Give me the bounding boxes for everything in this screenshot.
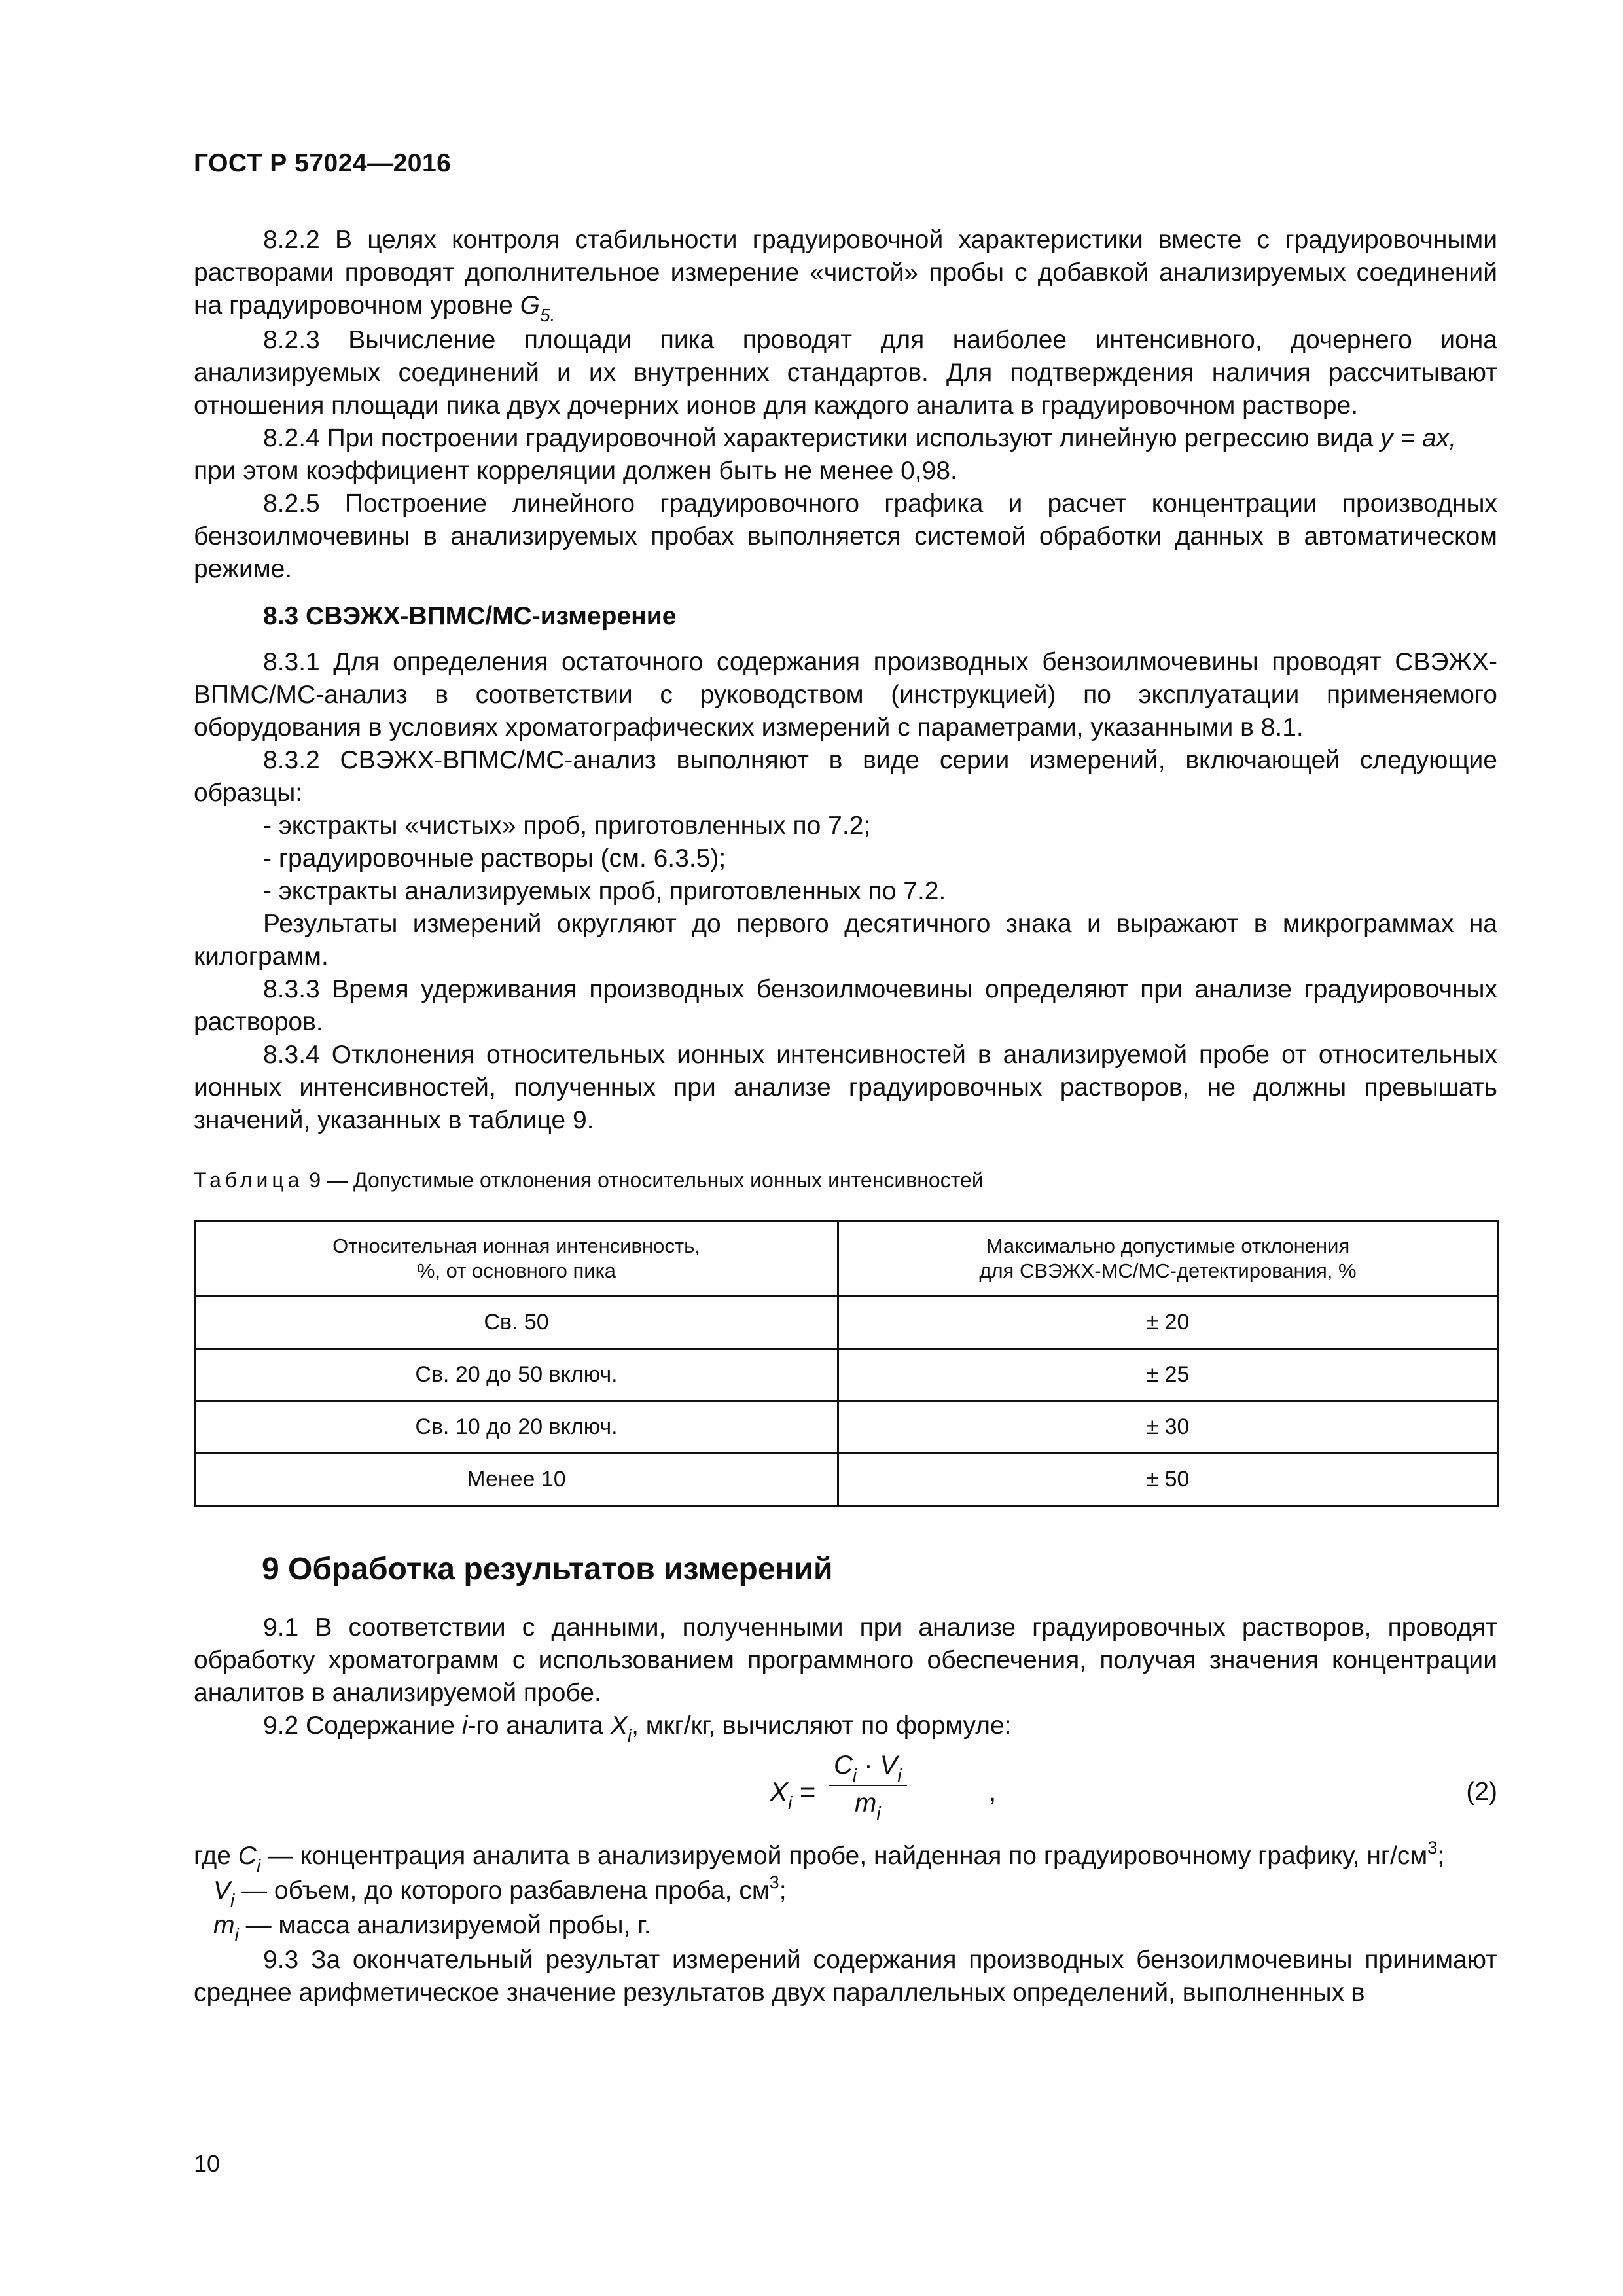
cell-intensity: Св. 50 [195, 1297, 838, 1349]
paragraph-9-1: 9.1 В соответствии с данными, полученными при анализе градуировочных растворов, проводят обработку хроматограмм с использованием программного обеспечения, получая значения концентрации аналитов в анализируемой пробе. [194, 1613, 1497, 1707]
formula-lhs: $X_i$ = [770, 1776, 816, 1813]
list-item: - градуировочные растворы (см. 6.3.5); [263, 844, 726, 872]
body-top [194, 224, 1497, 1137]
column-header-intensity: Относительная ионная интенсивность, %, от основного пика [195, 1221, 838, 1297]
subsection-heading-8-3: 8.3 СВЭЖХ-ВПМС/МС-измерение [263, 602, 677, 630]
symbol-g: G [520, 291, 540, 319]
formula-numerator: $C_i \cdot V_i$ [829, 1748, 907, 1786]
paragraph-9-2: 9.2 Содержание i-го аналита $X_i$, мкг/кг, вычисляют по формуле: [263, 1712, 1012, 1746]
formula-fraction [829, 1748, 907, 1823]
paragraph-9-3: 9.3 За окончательный результат измерений содержания производных бензоилмочевины принимают среднее арифметическое значение результатов двух параллельных определений, выполненных в [194, 1946, 1497, 2007]
formula-comma: , [989, 1778, 997, 1806]
table-row [195, 1349, 1498, 1401]
cell-intensity: Св. 10 до 20 включ. [195, 1401, 838, 1454]
column-header-deviation: Максимально допустимые отклонения для СВЭЖХ-МС/МС-детектирования, % [838, 1221, 1497, 1297]
paragraph-results: Результаты измерений округляют до первого десятичного знака и выражают в микрограммах на килограмм. [194, 910, 1497, 971]
paragraph-8-2-4: 8.2.4 При построении градуировочной характеристики используют линейную регрессию вида y = ax, при этом коэффициент корреляции должен быть не менее 0,98. [194, 424, 1457, 485]
list-item: - экстракты «чистых» проб, приготовленных по 7.2; [263, 812, 871, 840]
cell-deviation: ± 50 [838, 1454, 1497, 1506]
cell-deviation: ± 25 [838, 1349, 1497, 1401]
cell-deviation: ± 20 [838, 1297, 1497, 1349]
cell-intensity: Св. 20 до 50 включ. [195, 1349, 838, 1401]
paragraph-8-2-3: 8.2.3 Вычисление площади пика проводят для наиболее интенсивного, дочернего иона анализируемых соединений и их внутренних стандартов. Для подтверждения наличия рассчитывают отношения площади пика двух дочерних ионов для каждого аналита в градуировочном растворе. [194, 326, 1497, 420]
cell-deviation: ± 30 [838, 1401, 1497, 1454]
cell-intensity: Менее 10 [195, 1454, 838, 1506]
table-row [195, 1297, 1498, 1349]
document-header: ГОСТ Р 57024—2016 [194, 149, 452, 177]
deviation-table [194, 1220, 1499, 1507]
page-number: 10 [194, 2150, 221, 2177]
paragraph-8-3-3: 8.3.3 Время удерживания производных бензоилмочевины определяют при анализе градуировочных растворов. [194, 975, 1497, 1036]
table-header-row [195, 1221, 1498, 1297]
where-line: где $C_i$ — концентрация аналита в анализируемой пробе, найденная по градуировочному графику, $нг/см^3$; [194, 1838, 1445, 1876]
paragraph-8-2-2: 8.2.2 В целях контроля стабильности градуировочной характеристики вместе с градуировочными растворами проводят дополнительное измерение «чистой» пробы с добавкой анализируемых соединений на градуировочном уровне $G_{5.}$ [194, 226, 1497, 325]
body-section-9 [194, 1611, 1497, 2009]
section-heading-9: 9 Обработка результатов измерений [262, 1552, 833, 1587]
list-item: - экстракты анализируемых проб, приготовленных по 7.2. [263, 877, 946, 905]
formula-denominator: $m_i$ [855, 1789, 881, 1823]
table-row [195, 1401, 1498, 1454]
table-row [195, 1454, 1498, 1506]
table-caption: Таблица 9 — Допустимые отклонения относительных ионных интенсивностей [194, 1168, 984, 1192]
paragraph-8-3-2: 8.3.2 СВЭЖХ-ВПМС/МС-анализ выполняют в виде серии измерений, включающей следующие образцы: [194, 746, 1497, 807]
paragraph-8-3-4: 8.3.4 Отклонения относительных ионных интенсивностей в анализируемой пробе от относительных ионных интенсивностей, полученных при анализе градуировочных растворов, не должны превышать значений, указанных в таблице 9. [194, 1041, 1497, 1134]
regression-equation: y = ax, [1380, 424, 1457, 452]
where-line: $V_i$ — объем, до которого разбавлена проба, $см^3$; [213, 1873, 787, 1910]
formula-number: (2) [1466, 1778, 1497, 1806]
where-line: $m_i$ — масса анализируемой пробы, г. [213, 1911, 651, 1945]
paragraph-8-3-1: 8.3.1 Для определения остаточного содержания производных бензоилмочевины проводят СВЭЖХ-ВПМС/МС-анализ в соответствии с руководством (инструкцией) по эксплуатации применяемого оборудования в условиях хроматографических измерений с параметрами, указанными в 8.1. [194, 648, 1497, 742]
paragraph-8-2-5: 8.2.5 Построение линейного градуировочного графика и расчет концентрации производных бензоилмочевины в анализируемых пробах выполняется системой обработки данных в автоматическом режиме. [194, 490, 1497, 583]
formula-2 [194, 1748, 1497, 1833]
